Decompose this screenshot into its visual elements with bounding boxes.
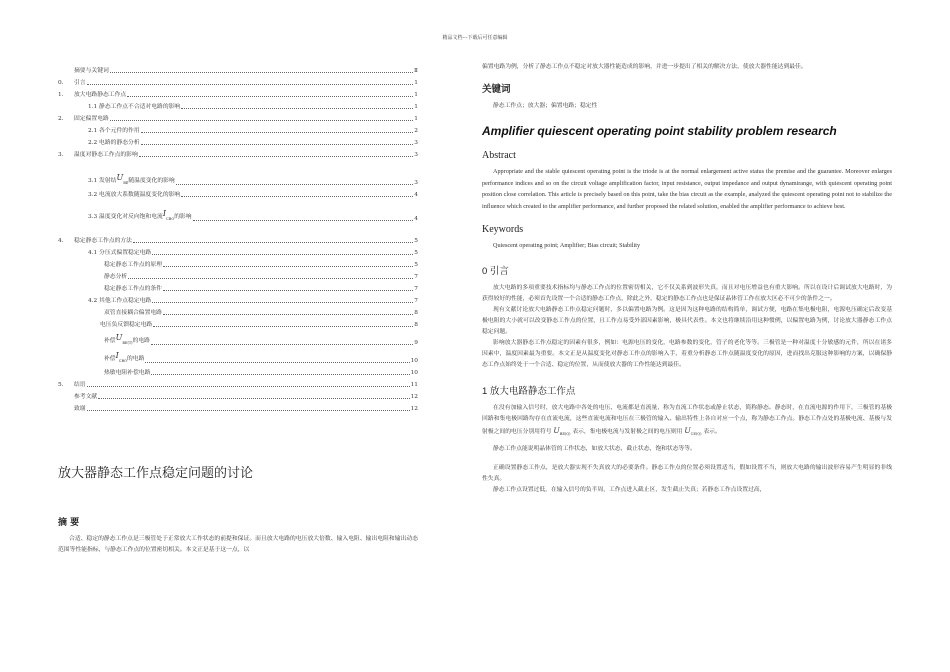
toc-label-pre: 补偿 — [104, 355, 116, 362]
toc-leader-dots — [110, 72, 413, 73]
symbol-uce-sub: CE(Q) — [690, 432, 702, 437]
section-0-paragraph-2: 现有文献讨论放大电路静态工作点稳定问题时，多以偏置电路为例。这是因为这种电路的结构简单，调试方便，电路在集电极电阻，电源电压确定后改变基极电阻的大小就可以改变静态工作点的位置，且工作点易受外部因素影响，极具代表性。本文也将继续沿用这种惯例，以偏置电路为例，讨论放大器静态工作点稳定问题。 — [482, 307, 892, 335]
toc-leader-dots — [181, 108, 413, 109]
toc-gap — [58, 222, 418, 232]
toc-leader-dots — [163, 266, 413, 267]
toc-entry[interactable] — [58, 86, 418, 98]
toc-leader-dots — [87, 410, 410, 411]
toc-leader-dots — [127, 96, 413, 97]
toc-symbol: I — [162, 208, 166, 218]
toc-label: 参考文献 — [74, 394, 98, 400]
toc-entry[interactable] — [58, 346, 418, 364]
toc-leader-dots — [152, 254, 413, 255]
toc-leader-dots — [193, 220, 414, 221]
toc-entry[interactable] — [58, 62, 418, 74]
toc-page-number: 11 — [410, 382, 418, 388]
toc-page-number: 5 — [414, 238, 418, 244]
toc-label: 结语 — [74, 382, 86, 388]
toc-label: 电压负反馈稳定电路 — [100, 322, 153, 328]
section-0-heading: 0 引言 — [482, 266, 509, 277]
section-1-paragraph-1 — [482, 403, 892, 440]
toc-page-number: Ⅱ — [414, 68, 418, 74]
toc-leader-dots — [181, 196, 413, 197]
toc-page-number: 3 — [414, 140, 418, 146]
toc-page-number: 8 — [414, 322, 418, 328]
toc-entry[interactable] — [58, 292, 418, 304]
toc-label — [88, 172, 175, 186]
toc-entry[interactable] — [58, 400, 418, 412]
english-abstract-heading: Abstract — [482, 150, 516, 161]
toc-label: 2.1 各个元件的作用 — [88, 128, 140, 134]
toc-symbol: U — [115, 332, 123, 342]
toc-page-number: 4 — [414, 192, 418, 198]
toc-entry[interactable] — [58, 364, 418, 376]
toc-leader-dots — [128, 278, 413, 279]
abstract-heading: 摘 要 — [58, 518, 80, 528]
english-abstract-text: Appropriate and the stable quiescent operating point is the triode is at the normal enlargement active status the premise and the guarantee. Moreover enlarges performance indices and so on the circuit voltage amplification factor, input resistance, output impedance and output dynamirange, with quiescent operating point position close correlation. This article is precisely based on this point, take the bias circuit as the example, analyzed the quiescent operating point not to stabilize the influence which created to the amplifier performance, and further proposed the related solution, enabled the amplifier performance to achieve best. — [482, 168, 892, 210]
toc-label: 放大电路静态工作点 — [74, 92, 127, 98]
toc-leader-dots — [141, 144, 414, 145]
toc-label — [104, 332, 150, 346]
english-keywords-text: Quiescent operating point; Amplifier; Bias circuit; Stability — [493, 242, 641, 249]
english-title: Amplifier quiescent operating point stability problem research — [482, 124, 837, 138]
toc-number: 0. — [58, 80, 64, 86]
toc-number: 1. — [58, 92, 64, 98]
toc-leader-dots — [87, 386, 410, 387]
toc-label: 稳定静态工作点的原理 — [104, 262, 162, 268]
toc-label-post: 的电路 — [126, 355, 145, 362]
toc-label-post: 随温度变化的影响 — [128, 177, 175, 184]
toc-page-number: 7 — [414, 286, 418, 292]
toc-entry[interactable] — [58, 232, 418, 244]
toc-symbol-sub: BE(T) — [122, 341, 133, 345]
toc-leader-dots — [87, 84, 414, 85]
toc-label: 引言 — [74, 80, 86, 86]
section-0-paragraph-3: 影响放大器静态工作点稳定的因素有很多，例如：电源电压的变化，电路参数的变化，管子的老化等等。三极管是一种对温度十分敏感的元件，所以在诸多因素中，温度因素最为重要。本文正是从温度变化对静态工作点的影响入手，着重分析静态工作点随温度变化的原因，进而找出克服这种影响的方案，以确保静态工作点始终处于一个合适、稳定的位置，从而使放大器的工作性能达到最佳。 — [482, 340, 892, 368]
toc-label: 3.2 电流放大系数随温度变化的影响 — [88, 192, 181, 198]
toc-leader-dots — [176, 184, 414, 185]
toc-symbol: I — [115, 350, 119, 360]
toc-entry[interactable] — [58, 186, 418, 198]
toc-leader-dots — [163, 314, 413, 315]
s1p1-post: 表示。 — [703, 429, 721, 435]
toc-page-number: 8 — [414, 310, 418, 316]
toc-leader-dots — [133, 242, 413, 243]
document-title: 放大器静态工作点稳定问题的讨论 — [58, 466, 254, 481]
toc-label-pre: 补偿 — [104, 337, 116, 344]
toc-label: 静态分析 — [104, 274, 128, 280]
header-note: 精品文档---下载后可任意编辑 — [442, 35, 508, 41]
toc-label: 2.2 电路的静态分析 — [88, 140, 140, 146]
section-1-paragraph-2: 静态工作点能说明晶体管的工作状态，如放大状态，截止状态，饱和状态等等。 — [493, 446, 696, 453]
toc-label: 稳定静态工作点的方法 — [74, 238, 132, 244]
toc-symbol: U — [116, 172, 124, 182]
toc-leader-dots — [110, 120, 414, 121]
toc-page-number: 5 — [414, 262, 418, 268]
toc-label: 4.1 分压式偏置稳定电路 — [88, 250, 152, 256]
toc-leader-dots — [145, 362, 409, 363]
s1p1-pre: 在没有加输入信号时，放大电路中各处的电压、电流都是直流量，称为直流工作状态或静止状态，简称静态。静态时，在直流电源的作用下，三极管的基极回路和集电极回路均存在直流电流，这些直流电流和电压在三极管的输入、输出特性上各自对应一个点，称为静态工作点。静态工作点处的基极电流、基极与发射极之间的电压分别用符号 — [482, 405, 892, 435]
toc-page-number: 1 — [414, 92, 418, 98]
toc-page-number: 9 — [414, 340, 418, 346]
toc-page-number: 1 — [414, 104, 418, 110]
table-of-contents — [58, 62, 418, 412]
abstract-continuation: 偏置电路为例，分析了静态工作点不稳定对放大器性能造成的影响，并进一步提出了相关的解决方法，使放大器性能达到最佳。 — [482, 64, 807, 70]
toc-number: 3. — [58, 152, 64, 158]
toc-label — [88, 208, 192, 222]
toc-label-post: 的影响 — [174, 213, 192, 220]
section-1-heading: 1 放大电路静态工作点 — [482, 386, 576, 397]
toc-gap — [58, 158, 418, 168]
toc-number: 4. — [58, 238, 64, 244]
toc-page-number: 4 — [414, 216, 418, 222]
toc-leader-dots — [151, 344, 413, 345]
toc-page-number: 12 — [410, 394, 418, 400]
section-1-paragraph-3: 正确设置静态工作点，是放大器实现不失真放大的必要条件。静态工作点的位置必须设置适当，假如设置不当，则放大电路的输出波形容易产生明显的非线性失真。 — [482, 465, 892, 483]
keywords-heading: 关键词 — [482, 84, 511, 95]
toc-number: 5. — [58, 382, 64, 388]
toc-page-number: 3 — [414, 152, 418, 158]
toc-page-number: 7 — [414, 298, 418, 304]
section-1-paragraph-4: 静态工作点设置过低，在输入信号的负半周，工作点进入截止区，发生截止失真；若静态工作点设置过高， — [493, 487, 766, 494]
toc-label: 4.2 其他工作点稳定电路 — [88, 298, 152, 304]
toc-entry[interactable] — [58, 388, 418, 400]
toc-entry[interactable] — [58, 316, 418, 328]
toc-label: 热敏电阻补偿电路 — [104, 370, 151, 376]
toc-symbol-sub: BE — [123, 181, 129, 185]
toc-page-number: 1 — [414, 116, 418, 122]
toc-page-number: 3 — [414, 180, 418, 186]
toc-label-pre: 3.1 发射结 — [88, 177, 117, 184]
toc-label-pre: 3.3 温度变化对反向饱和电流 — [88, 213, 163, 220]
right-column — [482, 62, 892, 496]
toc-label: 1.1 静态工作点不合适对电路的影响 — [88, 104, 181, 110]
toc-entry[interactable] — [58, 74, 418, 86]
toc-entry[interactable] — [58, 256, 418, 268]
toc-page-number: 10 — [410, 370, 418, 376]
toc-entry[interactable] — [58, 146, 418, 158]
toc-entry[interactable] — [58, 98, 418, 110]
toc-symbol-sub: CBO — [166, 217, 175, 221]
toc-label: 温度对静态工作点的影响 — [74, 152, 138, 158]
toc-label: 固定偏置电路 — [74, 116, 109, 122]
toc-leader-dots — [151, 374, 409, 375]
toc-entry[interactable] — [58, 168, 418, 186]
toc-entry[interactable] — [58, 198, 418, 222]
toc-symbol-sub: CBO — [118, 359, 127, 363]
toc-entry[interactable] — [58, 376, 418, 388]
toc-label-post: 的电路 — [132, 337, 150, 344]
toc-page-number: 5 — [414, 250, 418, 256]
toc-leader-dots — [153, 326, 413, 327]
toc-leader-dots — [141, 132, 414, 133]
toc-leader-dots — [152, 302, 413, 303]
toc-entry[interactable] — [58, 328, 418, 346]
english-keywords-heading: Keywords — [482, 224, 524, 235]
toc-number: 2. — [58, 116, 64, 122]
toc-page-number: 10 — [410, 358, 418, 364]
toc-page-number: 1 — [414, 80, 418, 86]
toc-entry[interactable] — [58, 268, 418, 280]
toc-entry[interactable] — [58, 304, 418, 316]
toc-leader-dots — [98, 398, 409, 399]
symbol-uce: U — [684, 426, 691, 435]
symbol-ube-sub: BE(Q) — [559, 432, 571, 437]
abstract-text: 合适、稳定的静态工作点是三极管处于正常放大工作状态的前提和保证。而且放大电路的电压放大倍数、输入电阻、输出电阻和输出动态范围等性能指标，与静态工作点的位置密切相关。本文正是基于这一点，以 — [58, 536, 418, 553]
section-0-paragraph-1: 放大电路的多项重要技术指标均与静态工作点的位置密切相关，它不仅关系到波形失真，而且对电压增益也有重大影响。所以在设计后调试放大电路时，为获得较好的性能，必须首先设置一个合适的静态工作点，除此之外，稳定的静态工作点也是保证晶体管工作在放大区必不可少的条件之一。 — [482, 285, 892, 302]
toc-page-number: 7 — [414, 274, 418, 280]
toc-label: 稳定静态工作点的条件 — [104, 286, 162, 292]
toc-leader-dots — [139, 156, 414, 157]
toc-leader-dots — [163, 290, 413, 291]
toc-page-number: 12 — [410, 406, 418, 412]
toc-label: 摘要与关键词 — [74, 68, 109, 74]
toc-entry[interactable] — [58, 122, 418, 134]
keywords-text: 静态工作点；放大器；偏置电路；稳定性 — [493, 103, 598, 109]
toc-entry[interactable] — [58, 110, 418, 122]
toc-entry[interactable] — [58, 134, 418, 146]
s1p1-mid: 表示，集电极电流与发射极之间的电压则用 — [572, 429, 683, 435]
toc-page-number: 2 — [414, 128, 418, 134]
left-column — [58, 62, 418, 556]
toc-entry[interactable] — [58, 280, 418, 292]
toc-label — [104, 350, 145, 364]
toc-entry[interactable] — [58, 244, 418, 256]
toc-label: 双管直接耦合偏置电路 — [104, 310, 162, 316]
symbol-ube: U — [553, 426, 560, 435]
toc-label: 致谢 — [74, 406, 86, 412]
